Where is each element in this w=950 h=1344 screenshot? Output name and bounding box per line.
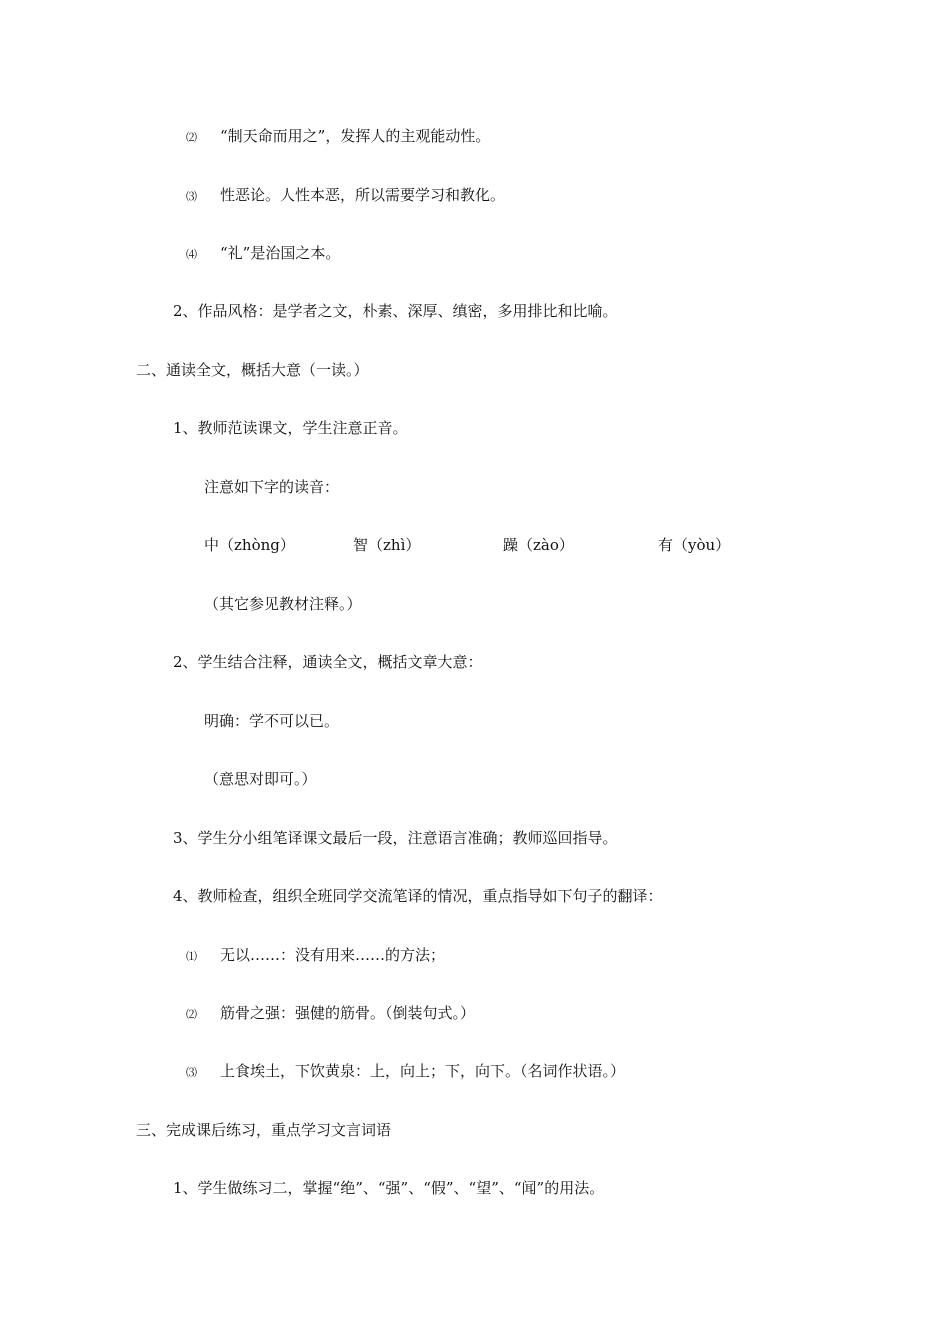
note: （意思对即可。） <box>204 770 317 788</box>
paragraph: 4、教师检查，组织全班同学交流笔译的情况，重点指导如下句子的翻译： <box>173 887 663 905</box>
item-text: 性恶论。人性本恶，所以需要学习和教化。 <box>220 186 506 204</box>
paragraph: 3、学生分小组笔译课文最后一段，注意语言准确；教师巡回指导。 <box>173 829 618 847</box>
pinyin-item: 智（zhì） <box>353 536 421 554</box>
item-text: 筋骨之强：强健的筋骨。（倒装句式。） <box>220 1004 476 1022</box>
item-number: ⑴ <box>186 950 197 963</box>
pinyin-item: 中（zhòng） <box>204 536 295 554</box>
item-text: “制天命而用之”，发挥人的主观能动性。 <box>220 127 491 145</box>
list-item <box>186 243 340 265</box>
paragraph: 注意如下字的读音： <box>204 478 340 496</box>
item-text: “礼”是治国之本。 <box>220 244 341 262</box>
item-number: ⑷ <box>186 248 197 261</box>
list-item <box>186 1003 475 1025</box>
paragraph: 2、学生结合注释，通读全文，概括文章大意： <box>173 653 483 671</box>
paragraph: 1、学生做练习二，掌握“绝”、“强”、“假”、“望”、“闻”的用法。 <box>173 1179 605 1197</box>
pinyin-item: 躁（zào） <box>503 536 574 554</box>
paragraph: 明确：学不可以已。 <box>204 712 340 730</box>
paragraph: 2、作品风格：是学者之文，朴素、深厚、缜密，多用排比和比喻。 <box>173 302 618 320</box>
item-number: ⑶ <box>186 1066 197 1079</box>
list-item <box>186 1061 625 1083</box>
item-text: 上食埃土，下饮黄泉：上，向上；下，向下。（名词作状语。） <box>220 1062 626 1080</box>
list-item <box>186 126 490 148</box>
note: （其它参见教材注释。） <box>204 595 362 613</box>
section-heading: 二、通读全文，概括大意（一读。） <box>136 361 369 379</box>
item-number: ⑶ <box>186 190 197 203</box>
section-heading: 三、完成课后练习，重点学习文言词语 <box>136 1121 392 1139</box>
pinyin-item: 有（yòu） <box>658 536 731 554</box>
paragraph: 1、教师范读课文，学生注意正音。 <box>173 419 408 437</box>
item-text: 无以……：没有用来……的方法； <box>220 946 446 964</box>
list-item <box>186 185 505 207</box>
list-item <box>186 945 445 967</box>
item-number: ⑵ <box>186 1008 197 1021</box>
item-number: ⑵ <box>186 131 197 144</box>
